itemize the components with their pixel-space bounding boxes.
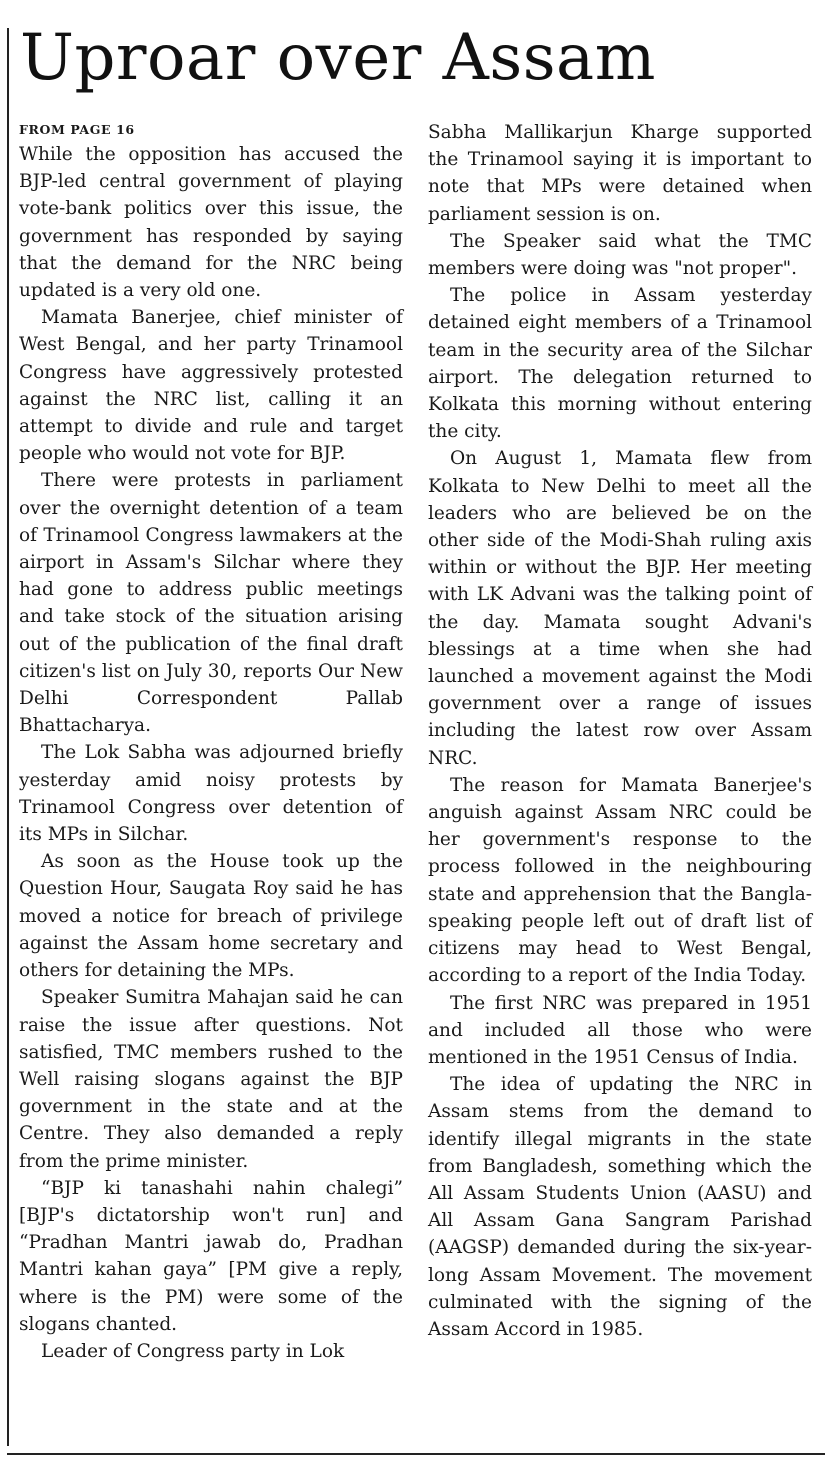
right-column — [428, 119, 812, 1343]
kicker: FROM PAGE 16 — [19, 122, 135, 137]
headline: Uproar over Assam — [20, 21, 656, 95]
paragraph: The first NRC was prepared in 1951 and included all those who were mentioned in the 1951 Census of India. — [428, 992, 812, 1068]
left-column-rule — [7, 28, 9, 1446]
paragraph: Mamata Banerjee, chief minister of West Bengal, and her party Trinamool Congress have aggressively protested against the NRC list, calling it an attempt to divide and rule and target people who would not vote for BJP. — [19, 307, 403, 465]
bottom-rule — [7, 1453, 825, 1455]
paragraph: The idea of updating the NRC in Assam stems from the demand to identify illegal migrants in the state from Bangladesh, something which the All Assam Students Union (AASU) and All Assam Gana Sangram Parishad (AAGSP) demanded during the six-year-long Assam Movement. The movement culminated with the signing of the Assam Accord in 1985. — [428, 1074, 812, 1340]
paragraph: Leader of Congress party in Lok — [41, 1340, 345, 1362]
paragraph: Sabha Mallikarjun Kharge supported the Trinamool saying it is important to note that MPs were detained when parliament session is on. — [428, 122, 812, 225]
paragraph: The police in Assam yesterday detained eight members of a Trinamool team in the security area of the Silchar airport. The delegation returned to Kolkata this morning without entering the city. — [428, 285, 812, 443]
paragraph: The Speaker said what the TMC members were doing was "not proper". — [428, 230, 812, 280]
paragraph: The reason for Mamata Banerjee's anguish against Assam NRC could be her government's response to the process followed in the neighbouring state and apprehension that the Bangla-speaking people left out of draft list of citizens may head to West Bengal, according to a report of the India Today. — [428, 774, 812, 987]
paragraph: There were protests in parliament over the overnight detention of a team of Trinamool Congress lawmakers at the airport in Assam's Silchar where they had gone to address public meetings and take stock of the situation arising out of the publication of the final draft citizen's list on July 30, reports Our New Delhi Correspondent Pallab Bhattacharya. — [19, 470, 403, 737]
paragraph: As soon as the House took up the Question Hour, Saugata Roy said he has moved a notice for breach of privilege against the Assam home secretary and others for detaining the MPs. — [19, 851, 403, 982]
paragraph: “BJP ki tanashahi nahin chalegi” [BJP's dictatorship won't run] and “Pradhan Mantri jawab do, Pradhan Mantri kahan gaya” [PM give a reply, where is the PM) were some of the slogans chanted. — [19, 1177, 403, 1335]
left-column — [19, 119, 403, 1365]
paragraph: Speaker Sumitra Mahajan said he can raise the issue after questions. Not satisfied, TMC members rushed to the Well raising slogans against the BJP government in the state and at the Centre. They also demanded a reply from the prime minister. — [19, 987, 403, 1172]
paragraph: On August 1, Mamata flew from Kolkata to New Delhi to meet all the leaders who are believed be on the other side of the Modi-Shah ruling axis within or without the BJP. Her meeting with LK Advani was the talking point of the day. Mamata sought Advani's blessings at a time when she had launched a movement against the Modi government over a range of issues including the latest row over Assam NRC. — [428, 448, 812, 769]
paragraph: While the opposition has accused the BJP-led central government of playing vote-bank politics over this issue, the government has responded by saying that the demand for the NRC being updated is a very old one. — [19, 144, 403, 302]
paragraph: The Lok Sabha was adjourned briefly yesterday amid noisy protests by Trinamool Congress over detention of its MPs in Silchar. — [19, 742, 403, 846]
